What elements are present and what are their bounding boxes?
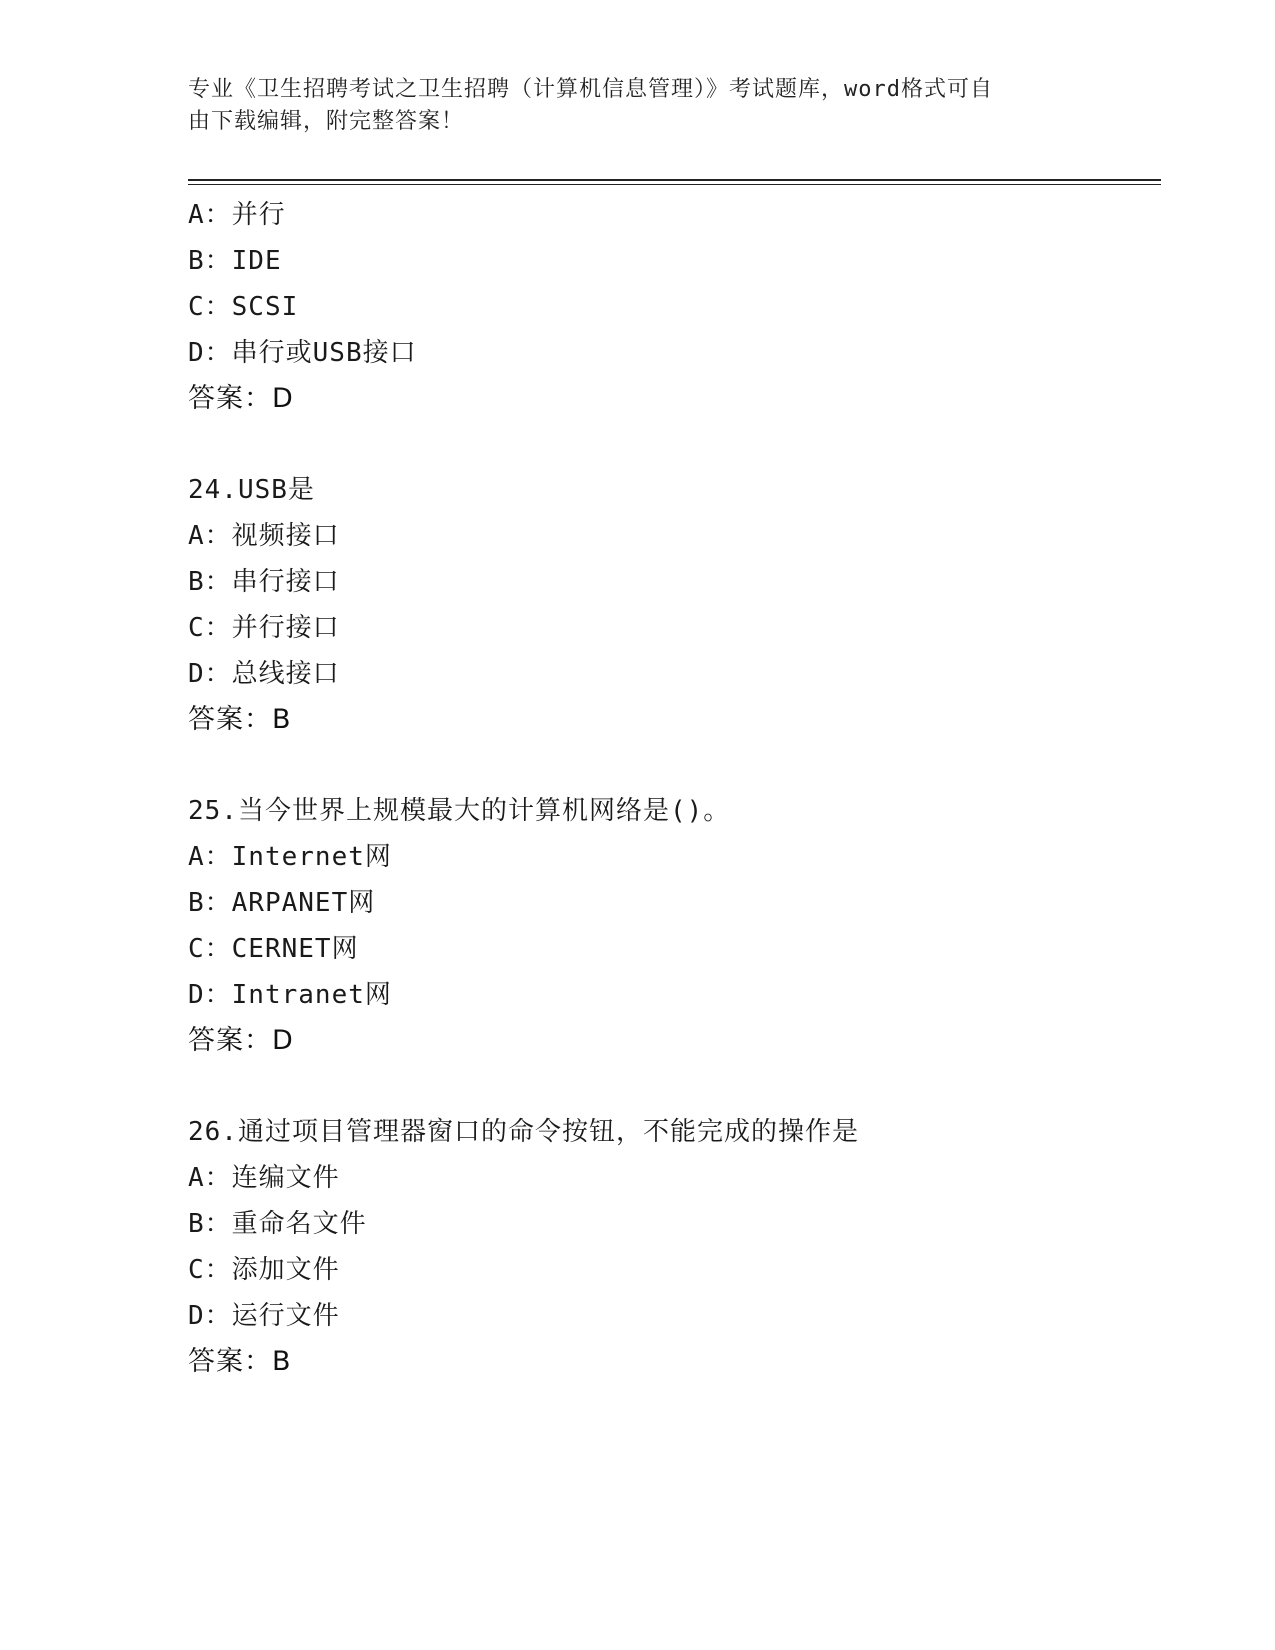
- option-a: A：Internet网: [188, 842, 392, 872]
- option-c: C：SCSI: [188, 292, 299, 322]
- option-a: A：视频接口: [188, 521, 340, 551]
- option-d: D：串行或USB接口: [188, 338, 417, 368]
- question-block: [188, 788, 1148, 1064]
- question-gap: [188, 422, 1148, 467]
- option-c: C：添加文件: [188, 1255, 340, 1285]
- header-line-2: 由下载编辑，附完整答案！: [188, 109, 465, 134]
- option-d: D：Intranet网: [188, 980, 392, 1010]
- question-block: [188, 467, 1148, 743]
- option-c: C：CERNET网: [188, 934, 359, 964]
- option-d: D：运行文件: [188, 1301, 340, 1331]
- header-line-1: 专业《卫生招聘考试之卫生招聘（计算机信息管理）》考试题库，word格式可自: [188, 77, 993, 102]
- question-gap: [188, 743, 1148, 788]
- question-stem: 24.USB是: [188, 475, 315, 505]
- option-b: B：ARPANET网: [188, 888, 376, 918]
- header-divider-thick: [188, 179, 1161, 181]
- option-b: B：IDE: [188, 246, 282, 276]
- option-a: A：连编文件: [188, 1163, 340, 1193]
- question-stem: 25.当今世界上规模最大的计算机网络是()。: [188, 796, 731, 826]
- answer-line: 答案：D: [188, 1025, 294, 1056]
- answer-line: 答案：B: [188, 1346, 292, 1377]
- option-c: C：并行接口: [188, 613, 340, 643]
- question-stem: 26.通过项目管理器窗口的命令按钮，不能完成的操作是: [188, 1117, 859, 1147]
- option-d: D：总线接口: [188, 659, 340, 689]
- answer-line: 答案：D: [188, 383, 294, 414]
- option-b: B：重命名文件: [188, 1209, 367, 1239]
- header-divider-thin: [188, 184, 1161, 185]
- question-block: [188, 192, 1148, 422]
- answer-line: 答案：B: [188, 704, 292, 735]
- question-list: [188, 192, 1148, 1385]
- question-block: [188, 1109, 1148, 1385]
- question-gap: [188, 1064, 1148, 1109]
- option-b: B：串行接口: [188, 567, 340, 597]
- document-header: [188, 74, 1068, 138]
- option-a: A：并行: [188, 200, 286, 230]
